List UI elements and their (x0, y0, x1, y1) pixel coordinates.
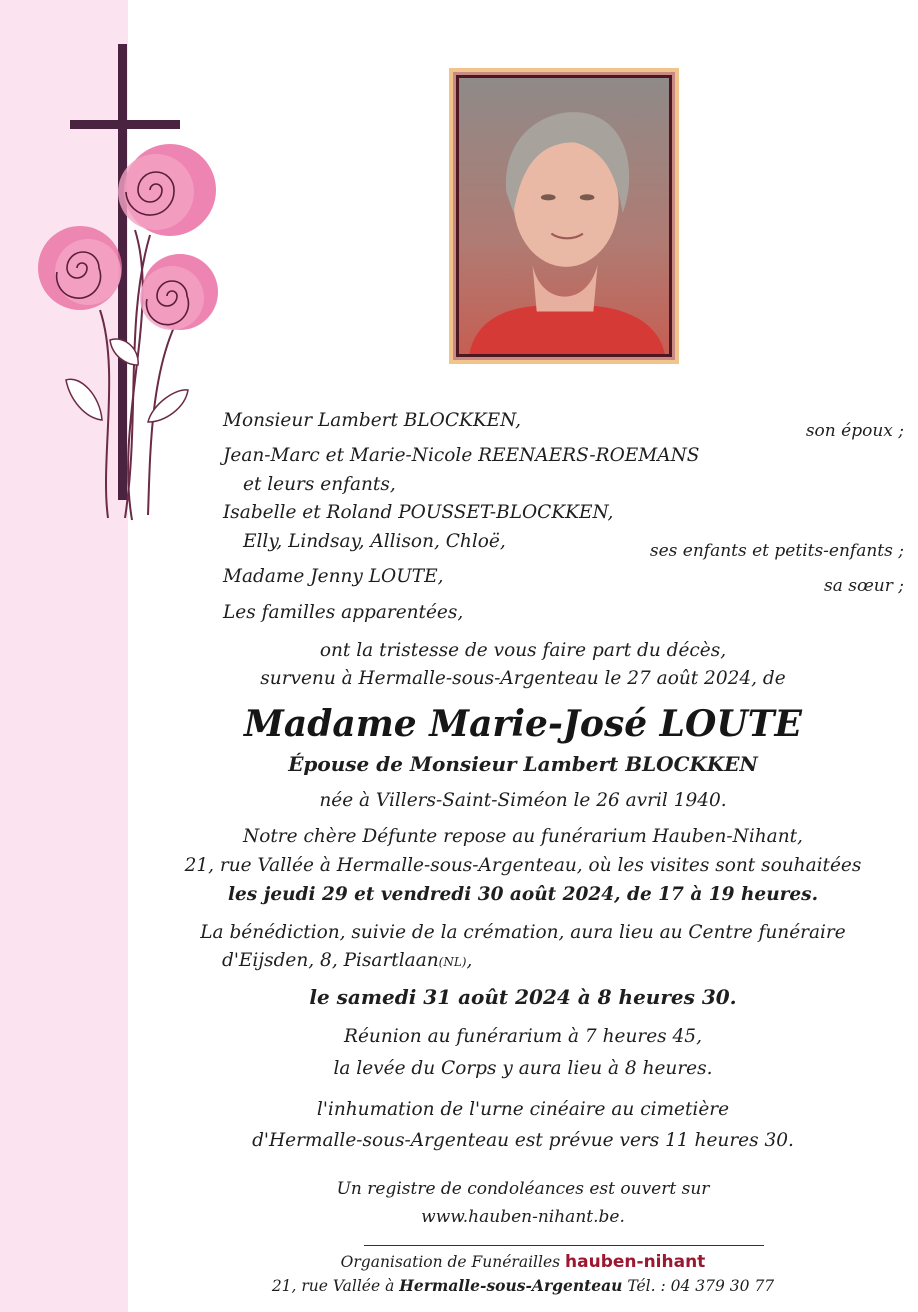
register-website-link[interactable]: www.hauben-nihant.be. (421, 1207, 625, 1227)
ceremony-date: le samedi 31 août 2024 à 8 heures 30. (309, 985, 737, 1009)
spouse-of: Épouse de Monsieur Lambert BLOCKKEN (288, 752, 758, 776)
register-line-1: Un registre de condoléances est ouvert sur (336, 1179, 710, 1199)
footer-address: 21, rue Vallée à Hermalle-sous-Argenteau Tél. : 04 379 30 77 (271, 1276, 775, 1295)
family-line-3: et leurs enfants, (243, 474, 396, 495)
birth-info: née à Villers-Saint-Siméon le 26 avril 1940. (319, 790, 727, 811)
intro-line-1: ont la tristesse de vous faire part du décès, (319, 640, 727, 661)
visit-dates: les jeudi 29 et vendredi 30 août 2024, de 17 à 19 heures. (227, 884, 819, 905)
urn-line-2: d'Hermalle-sous-Argenteau est prévue vers 11 heures 30. (252, 1130, 794, 1151)
meeting-line-2: la levée du Corps y aura lieu à 8 heures. (333, 1058, 713, 1079)
relation-spouse: son époux ; (805, 421, 904, 441)
urn-line-1: l'inhumation de l'urne cinéaire au cimetière (316, 1099, 730, 1120)
footer-organisation (128, 1252, 918, 1272)
family-line-7: Les familles apparentées, (223, 602, 464, 623)
family-line-6: Madame Jenny LOUTE, (223, 566, 444, 587)
family-line-4: Isabelle et Roland POUSSET-BLOCKKEN, (223, 502, 614, 523)
relation-children: ses enfants et petits-enfants ; (649, 541, 904, 561)
meeting-line-1: Réunion au funérarium à 7 heures 45, (344, 1026, 702, 1047)
rest-line-2: 21, rue Vallée à Hermalle-sous-Argenteau, où les visites sont souhaitées (184, 855, 862, 876)
portrait-photo-frame (449, 68, 679, 364)
phone-number: Tél. : 04 379 30 77 (622, 1277, 775, 1295)
family-line-2: Jean-Marc et Marie-Nicole REENAERS-ROEMANS (223, 445, 700, 466)
footer-divider (364, 1245, 764, 1246)
deceased-name: Madame Marie-José LOUTE (244, 703, 802, 745)
relation-sister: sa sœur ; (823, 576, 904, 596)
country-code: (NL) (438, 955, 467, 969)
family-line-5: Elly, Lindsay, Allison, Chloë, (243, 531, 506, 552)
family-line-1: Monsieur Lambert BLOCKKEN, (223, 410, 522, 431)
portrait-photo (459, 78, 669, 354)
intro-line-2: survenu à Hermalle-sous-Argenteau le 27 août 2024, de (260, 668, 786, 689)
blessing-line-2: d'Eijsden, 8, Pisartlaan(NL), (222, 950, 473, 971)
cross-and-roses-icon (30, 40, 220, 525)
organisation-label: Organisation de Funérailles (340, 1253, 561, 1271)
blessing-line-1: La bénédiction, suivie de la crémation, aura lieu au Centre funéraire (200, 922, 846, 943)
brand-logo: hauben-nihant (565, 1252, 706, 1272)
rest-line-1: Notre chère Défunte repose au funérarium Hauben-Nihant, (243, 826, 803, 847)
address-town: Hermalle-sous-Argenteau (399, 1276, 623, 1295)
